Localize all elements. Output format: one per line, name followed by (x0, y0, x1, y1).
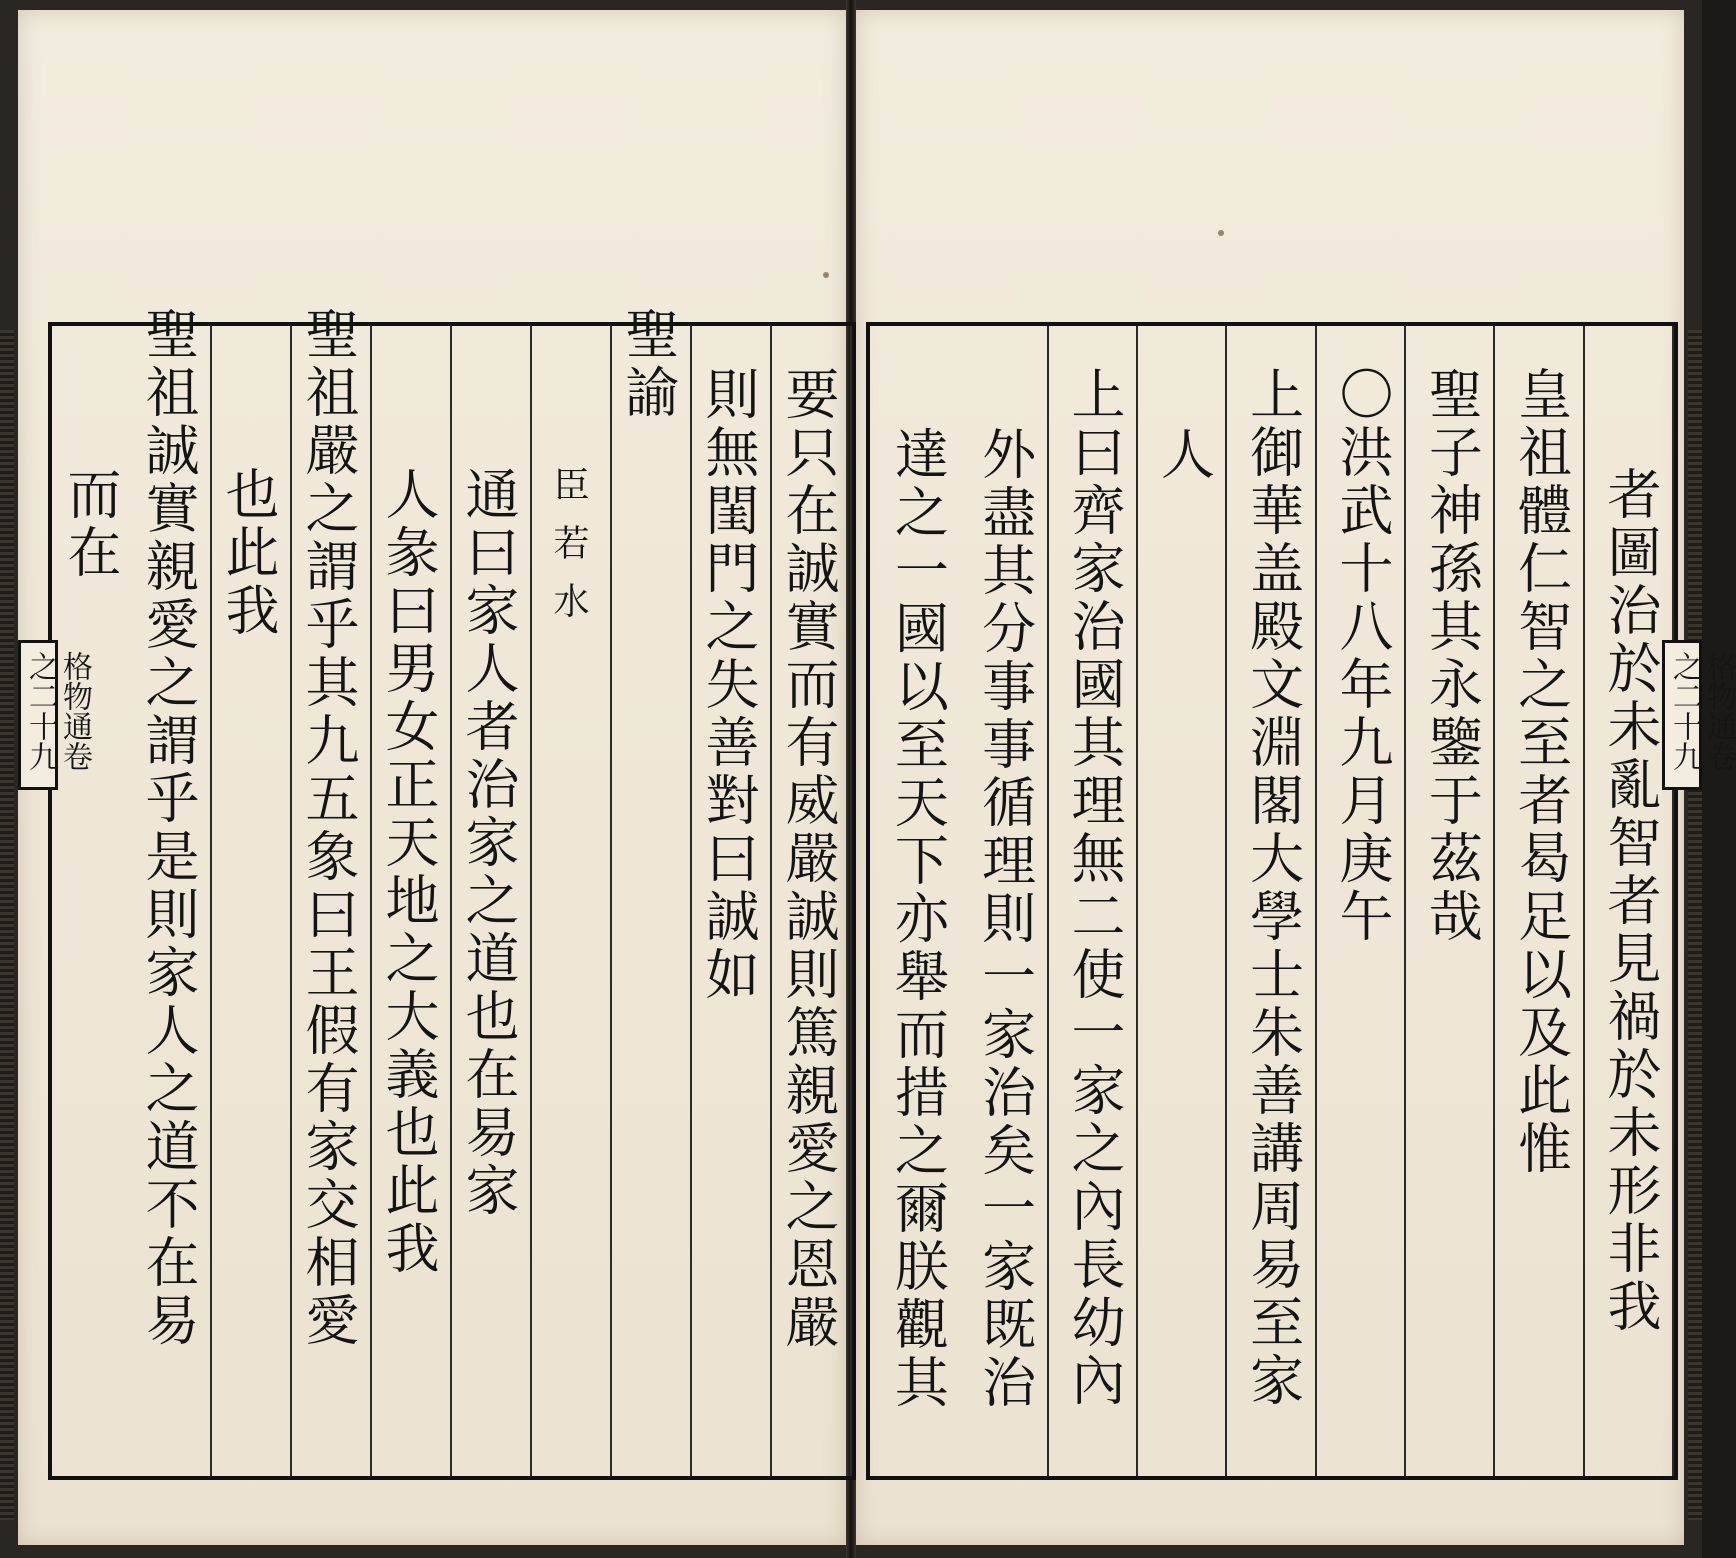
left-column (292, 306, 372, 1476)
right-column-text: 皇祖體仁智之至者曷足以及此惟 (1509, 366, 1573, 1178)
left-column (532, 326, 612, 1476)
left-column-text: 聖祖嚴之謂乎其九五象曰王假有家交相愛 (297, 306, 360, 1350)
right-text-frame (866, 322, 1678, 1480)
left-column (52, 326, 132, 1476)
paper-spot (823, 272, 829, 278)
right-column (1495, 326, 1584, 1476)
right-column-text: 達之一國以至天下亦舉而措之爾朕觀其 (886, 426, 950, 1412)
right-banner-text: 格物通卷之二十九 (1667, 651, 1736, 771)
left-column (132, 306, 212, 1476)
left-column-text: 則無閨門之失善對曰誠如 (697, 366, 760, 1004)
left-column-text: 也此我 (217, 466, 280, 640)
left-page-banner (18, 640, 92, 790)
left-page-edge (0, 330, 14, 1520)
right-column-text: 上御華盖殿文淵閣大學士朱善講周易至家 (1241, 366, 1305, 1410)
right-column (1406, 326, 1495, 1476)
left-column-text: 臣若水 (548, 466, 589, 640)
left-text-frame (48, 306, 856, 1480)
right-column-text: 聖子神孫其永鑒于茲哉 (1420, 366, 1484, 946)
left-column-text: 要只在誠實而有威嚴誠則篤親愛之恩嚴 (777, 366, 840, 1352)
left-banner-text: 格物通卷之二十九 (23, 651, 92, 771)
paper-spot (1218, 230, 1224, 236)
right-column (1227, 326, 1316, 1476)
left-column-text: 人彖曰男女正天地之大義也此我 (377, 466, 440, 1278)
left-column (452, 326, 532, 1476)
right-column-text: 〇洪武十八年九月庚午 (1330, 366, 1394, 946)
right-column (1317, 326, 1406, 1476)
left-page (18, 10, 846, 1545)
right-column (1049, 326, 1138, 1476)
left-column (692, 326, 772, 1476)
right-column-text: 上曰齊家治國其理無二使一家之內長幼內 (1062, 366, 1126, 1410)
right-column (959, 326, 1048, 1476)
right-column (1138, 326, 1227, 1476)
left-column-text: 通曰家人者治家之道也在易家 (457, 466, 520, 1220)
right-column-text: 者圖治於未亂智者見禍於未形非我 (1598, 466, 1662, 1336)
right-column (1585, 326, 1674, 1476)
left-column (212, 326, 292, 1476)
right-page (856, 10, 1736, 1545)
left-column-text: 而在 (59, 466, 122, 582)
left-column (612, 306, 692, 1476)
right-column (870, 326, 959, 1476)
right-column-text: 人 (1152, 426, 1216, 484)
left-column-text: 聖祖誠實親愛之謂乎是則家人之道不在易 (137, 306, 200, 1350)
left-column (772, 326, 852, 1476)
left-column (372, 326, 452, 1476)
right-page-edge (1688, 330, 1702, 1520)
right-page-banner (1662, 640, 1736, 790)
left-column-text: 聖諭 (617, 306, 680, 422)
right-column-text: 外盡其分事事循理則一家治矣一家既治 (973, 426, 1037, 1412)
